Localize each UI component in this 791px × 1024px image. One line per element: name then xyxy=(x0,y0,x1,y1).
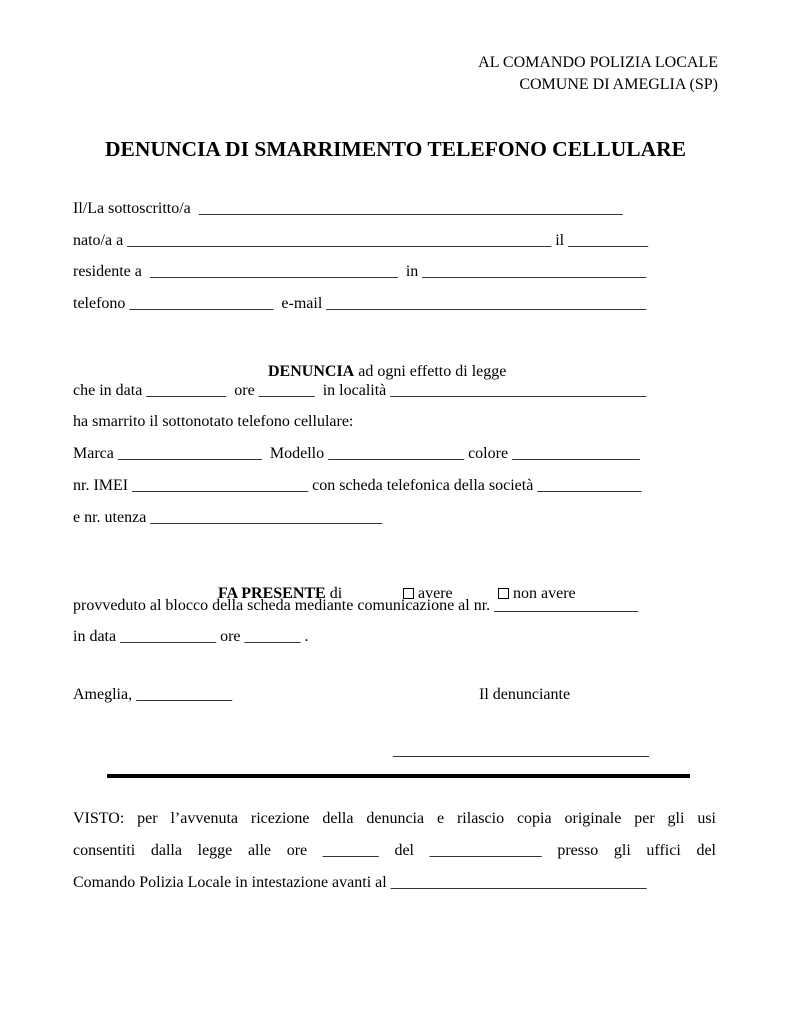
utenza-line: e nr. utenza _____________________________ xyxy=(73,509,383,526)
residente-line: residente a _______________________________ in ____________________________ xyxy=(73,263,647,280)
header-line-2: COMUNE DI AMEGLIA (SP) xyxy=(519,76,718,93)
signature-label: Il denunciante xyxy=(479,686,571,703)
fa-presente-bold: FA PRESENTE xyxy=(218,585,326,602)
visto-line-2: consentiti dalla legge alle ore _______ del ______________ presso gli uffici del xyxy=(73,842,716,859)
visto-line-1: VISTO: per l’avvenuta ricezione della denuncia e rilascio copia originale per gli usi xyxy=(73,810,716,827)
telefono-line: telefono __________________ e-mail ________________________________________ xyxy=(73,295,647,312)
visto-line-3: Comando Polizia Locale in intestazione avanti al ________________________________ xyxy=(73,874,647,891)
nato-line: nato/a a _____________________________________________________ il __________ xyxy=(73,232,649,249)
document-title: DENUNCIA DI SMARRIMENTO TELEFONO CELLULARE xyxy=(105,137,686,161)
header-line-1: AL COMANDO POLIZIA LOCALE xyxy=(478,54,718,71)
smarrito-line: ha smarrito il sottonotato telefono cellulare: xyxy=(73,413,354,430)
marca-modello-line: Marca __________________ Modello _________________ colore ________________ xyxy=(73,445,641,462)
fa-presente-di: di xyxy=(325,585,343,602)
sottoscritto-line: Il/La sottoscritto/a _____________________________________________________ xyxy=(73,200,623,217)
denuncia-rest: ad ogni effetto di legge xyxy=(354,363,507,380)
blocco-line: provveduto al blocco della scheda mediante comunicazione al nr. __________________ xyxy=(73,597,639,614)
data-ora-luogo-line: che in data __________ ore _______ in località ________________________________ xyxy=(73,382,647,399)
non-avere-label: non avere xyxy=(513,585,576,602)
place-date-line: Ameglia, ____________ xyxy=(73,686,233,703)
section-divider xyxy=(107,774,690,778)
denuncia-heading xyxy=(260,342,506,382)
signature-line: ________________________________ xyxy=(393,742,649,759)
imei-line: nr. IMEI ______________________ con scheda telefonica della società _____________ xyxy=(73,477,642,494)
avere-label: avere xyxy=(418,585,453,602)
denuncia-bold: DENUNCIA xyxy=(268,363,355,380)
data-ore-line: in data ____________ ore _______ . xyxy=(73,628,309,645)
